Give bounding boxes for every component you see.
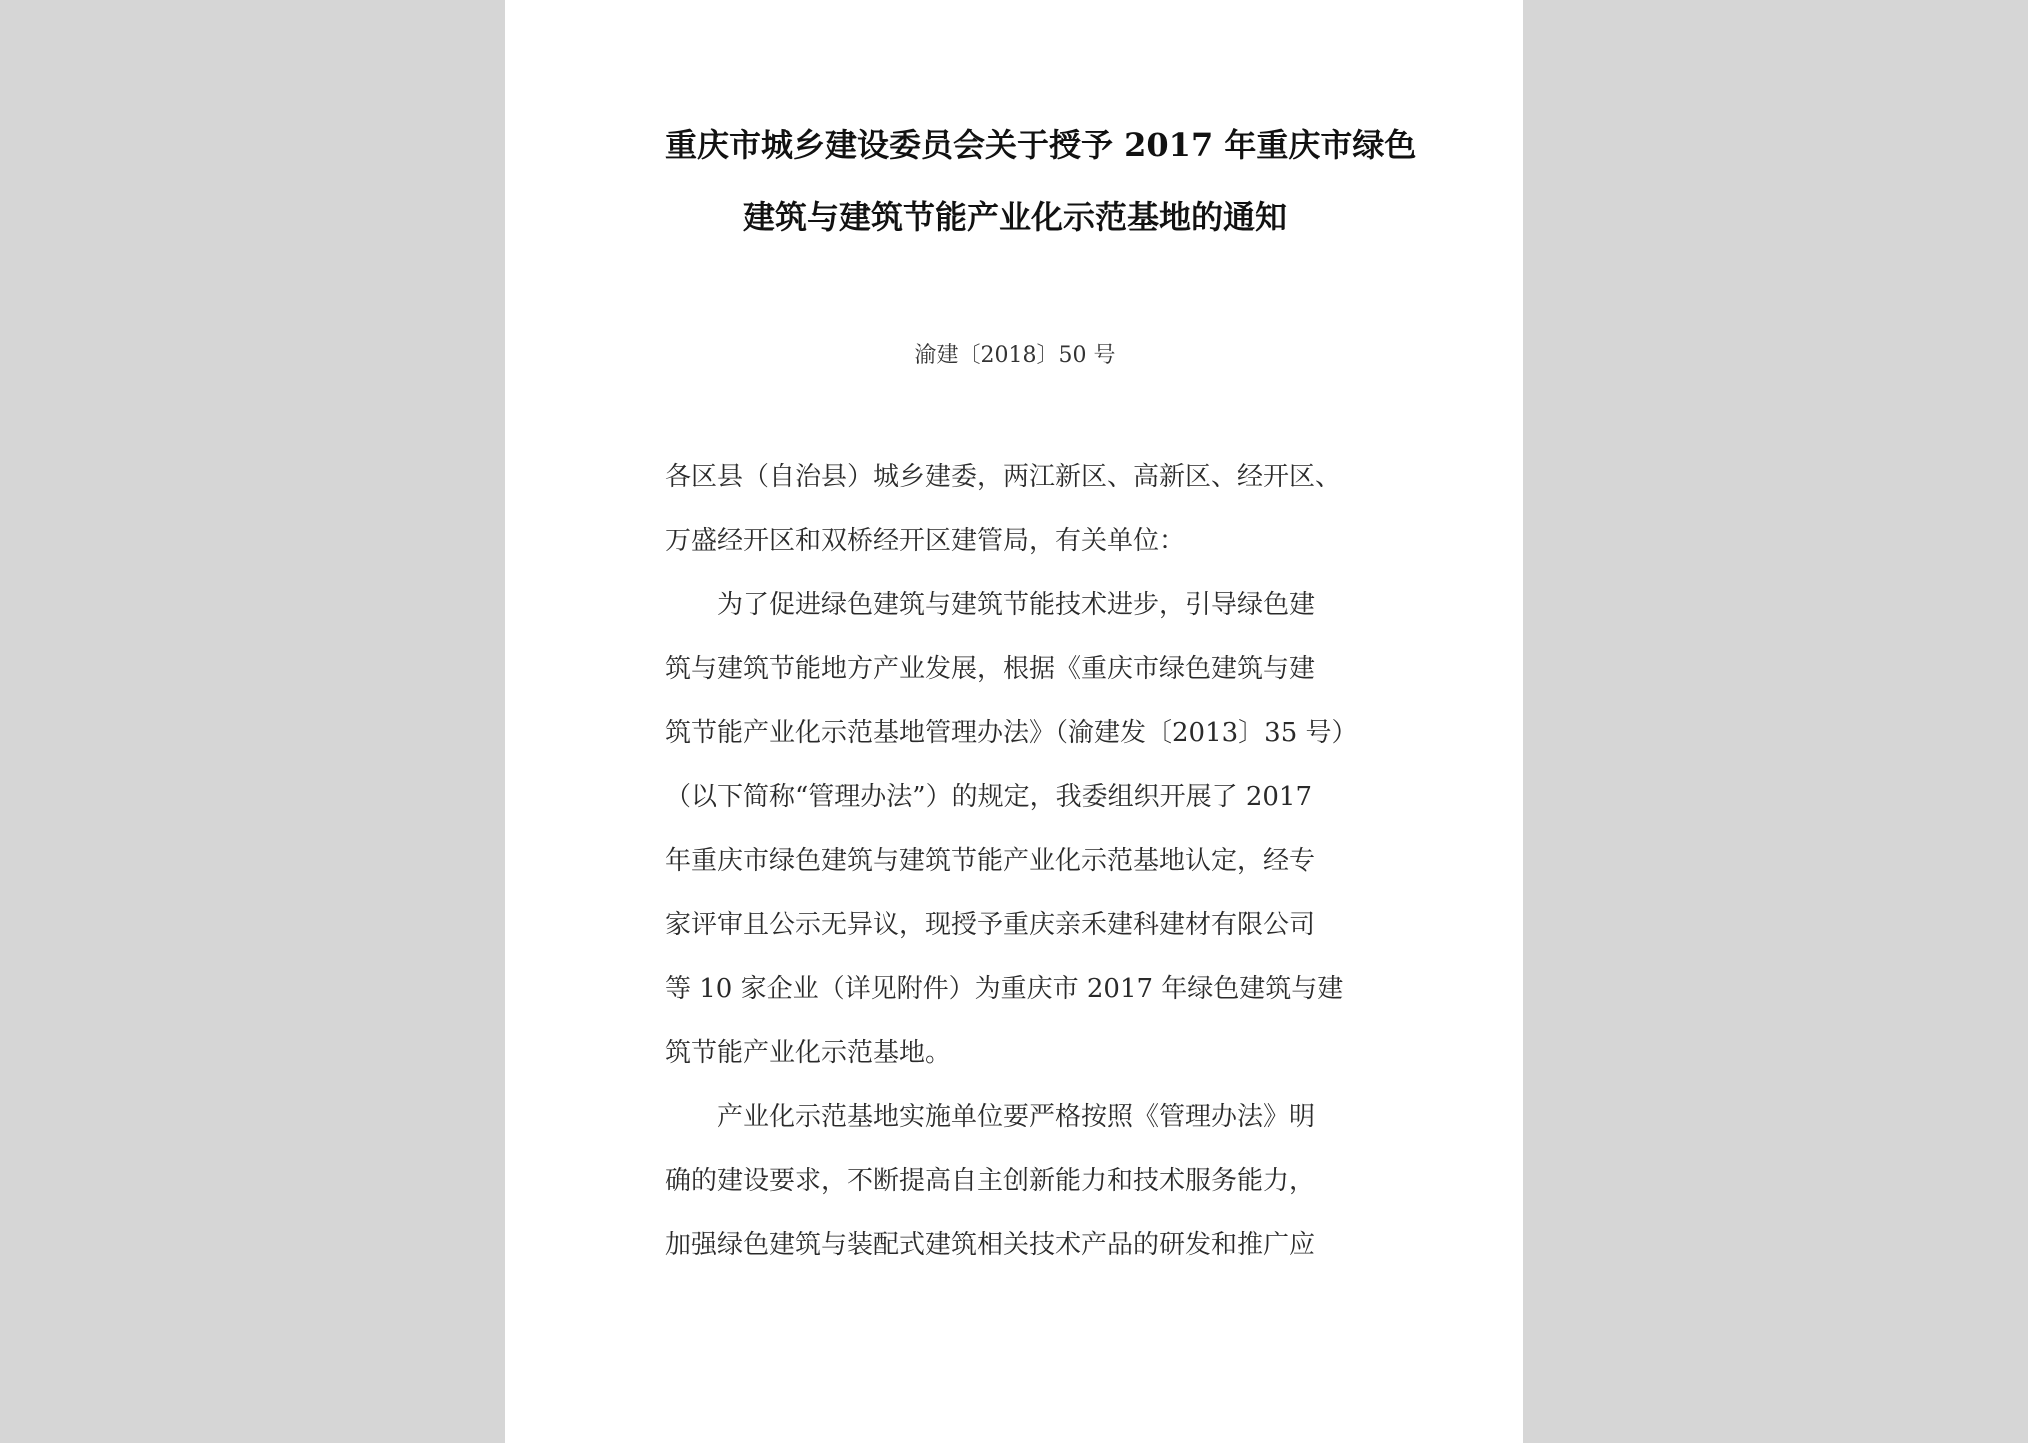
body-line-3: 为了促进绿色建筑与建筑节能技术进步，引导绿色建 bbox=[717, 590, 1316, 620]
body-line-12: 确的建设要求，不断提高自主创新能力和技术服务能力， bbox=[665, 1166, 1316, 1196]
body-line-10: 筑节能产业化示范基地。 bbox=[665, 1038, 952, 1068]
body-line-7: 年重庆市绿色建筑与建筑节能产业化示范基地认定，经专 bbox=[665, 846, 1316, 876]
body-line-9: 等 10 家企业（详见附件）为重庆市 2017 年绿色建筑与建 bbox=[665, 974, 1344, 1004]
body-line-8: 家评审且公示无异议，现授予重庆亲禾建科建材有限公司 bbox=[665, 910, 1316, 940]
document-title-line-1: 重庆市城乡建设委员会关于授予 2017 年重庆市绿色 bbox=[665, 126, 1417, 164]
document-number: 渝建〔2018〕50 号 bbox=[914, 343, 1116, 368]
body-line-5: 筑节能产业化示范基地管理办法》（渝建发〔2013〕35 号） bbox=[665, 718, 1358, 748]
body-line-4: 筑与建筑节能地方产业发展，根据《重庆市绿色建筑与建 bbox=[665, 654, 1316, 684]
body-line-2: 万盛经开区和双桥经开区建管局，有关单位： bbox=[665, 526, 1186, 556]
document-page bbox=[505, 0, 1523, 1443]
body-line-11: 产业化示范基地实施单位要严格按照《管理办法》明 bbox=[717, 1102, 1316, 1132]
document-title-line-2: 建筑与建筑节能产业化示范基地的通知 bbox=[742, 198, 1287, 236]
body-line-13: 加强绿色建筑与装配式建筑相关技术产品的研发和推广应 bbox=[665, 1230, 1316, 1260]
body-line-6: （以下简称“管理办法”）的规定，我委组织开展了 2017 bbox=[665, 782, 1313, 812]
body-line-1: 各区县（自治县）城乡建委，两江新区、高新区、经开区、 bbox=[665, 462, 1342, 492]
